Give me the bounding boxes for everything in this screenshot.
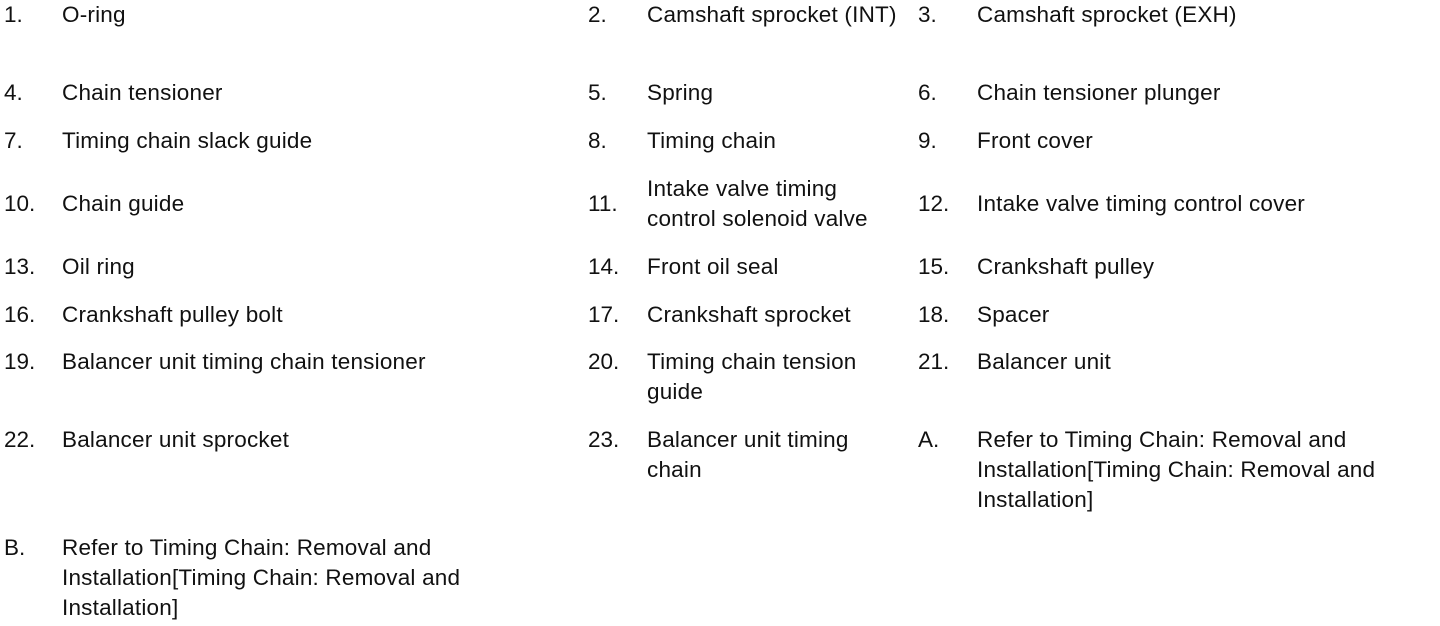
legend-description: Camshaft sprocket (INT)	[647, 2, 897, 27]
legend-entry	[588, 0, 908, 60]
legend-number: 22.	[4, 427, 36, 452]
legend-description: Timing chain tension guide	[647, 349, 857, 404]
legend-description: Crankshaft pulley bolt	[62, 302, 283, 327]
legend-entry	[918, 347, 1438, 407]
legend-entry	[918, 425, 1438, 515]
legend-description: Balancer unit timing chain tensioner	[62, 349, 426, 374]
legend-number: 14.	[588, 254, 620, 279]
legend-number: 15.	[918, 254, 950, 279]
legend-number: 23.	[588, 427, 620, 452]
legend-description: Oil ring	[62, 254, 135, 279]
legend-number: A.	[918, 427, 940, 452]
legend-entry	[4, 425, 564, 515]
legend-entry	[4, 78, 564, 108]
legend-number: 20.	[588, 349, 620, 374]
legend-number: 2.	[588, 2, 607, 27]
legend-entry	[588, 425, 908, 515]
legend-description: O-ring	[62, 2, 126, 27]
legend-number: 12.	[918, 191, 950, 216]
legend-number: 10.	[4, 191, 36, 216]
legend-number: 3.	[918, 2, 937, 27]
legend-number: 17.	[588, 302, 620, 327]
legend-row	[0, 126, 1440, 156]
legend-number: 5.	[588, 80, 607, 105]
legend-entry	[588, 174, 908, 234]
legend-entry	[588, 252, 908, 282]
legend-description: Balancer unit timing chain	[647, 427, 849, 482]
legend-number: 19.	[4, 349, 36, 374]
legend-description: Crankshaft pulley	[977, 254, 1155, 279]
legend-description: Balancer unit sprocket	[62, 427, 290, 452]
legend-entry	[588, 300, 908, 330]
legend-number: 9.	[918, 128, 937, 153]
legend-entry	[918, 174, 1438, 234]
legend-entry	[4, 347, 564, 407]
legend-number: 21.	[918, 349, 950, 374]
legend-description: Refer to Timing Chain: Removal and Installation[Timing Chain: Removal and Installation]	[62, 535, 461, 620]
legend-description: Spacer	[977, 302, 1050, 327]
legend-description: Balancer unit	[977, 349, 1111, 374]
legend-row	[0, 0, 1440, 60]
legend-row	[0, 533, 1440, 623]
legend-row	[0, 347, 1440, 407]
legend-description: Chain tensioner	[62, 80, 223, 105]
legend-row	[0, 425, 1440, 515]
legend-row	[0, 300, 1440, 330]
legend-entry	[4, 174, 564, 234]
legend-row	[0, 174, 1440, 234]
legend-entry	[918, 300, 1438, 330]
legend-number: B.	[4, 535, 26, 560]
legend-description: Spring	[647, 80, 714, 105]
legend-number: 13.	[4, 254, 36, 279]
legend-description: Camshaft sprocket (EXH)	[977, 2, 1237, 27]
legend-entry	[4, 0, 564, 60]
legend-description: Refer to Timing Chain: Removal and Installation[Timing Chain: Removal and Installation]	[977, 427, 1376, 512]
legend-entry	[918, 126, 1438, 156]
legend-description: Intake valve timing control solenoid valve	[647, 176, 868, 231]
legend-number: 16.	[4, 302, 36, 327]
legend-number: 1.	[4, 2, 23, 27]
legend-description: Chain tensioner plunger	[977, 80, 1221, 105]
legend-entry	[4, 533, 564, 623]
legend-number: 4.	[4, 80, 23, 105]
legend-description: Front oil seal	[647, 254, 779, 279]
legend-description: Timing chain	[647, 128, 777, 153]
legend-entry	[918, 78, 1438, 108]
legend-description: Chain guide	[62, 191, 185, 216]
legend-row	[0, 252, 1440, 282]
legend-entry	[588, 126, 908, 156]
legend-number: 11.	[588, 191, 618, 216]
legend-number: 18.	[918, 302, 950, 327]
legend-description: Crankshaft sprocket	[647, 302, 851, 327]
legend-entry	[4, 252, 564, 282]
legend-entry	[918, 252, 1438, 282]
legend-entry	[588, 347, 908, 407]
legend-entry	[4, 300, 564, 330]
legend-number: 6.	[918, 80, 937, 105]
legend-row	[0, 78, 1440, 108]
legend-number: 8.	[588, 128, 607, 153]
legend-entry	[4, 126, 564, 156]
legend-description: Timing chain slack guide	[62, 128, 313, 153]
legend-number: 7.	[4, 128, 23, 153]
legend-entry	[918, 0, 1438, 60]
legend-description: Front cover	[977, 128, 1093, 153]
legend-entry	[588, 78, 908, 108]
legend-description: Intake valve timing control cover	[977, 191, 1305, 216]
